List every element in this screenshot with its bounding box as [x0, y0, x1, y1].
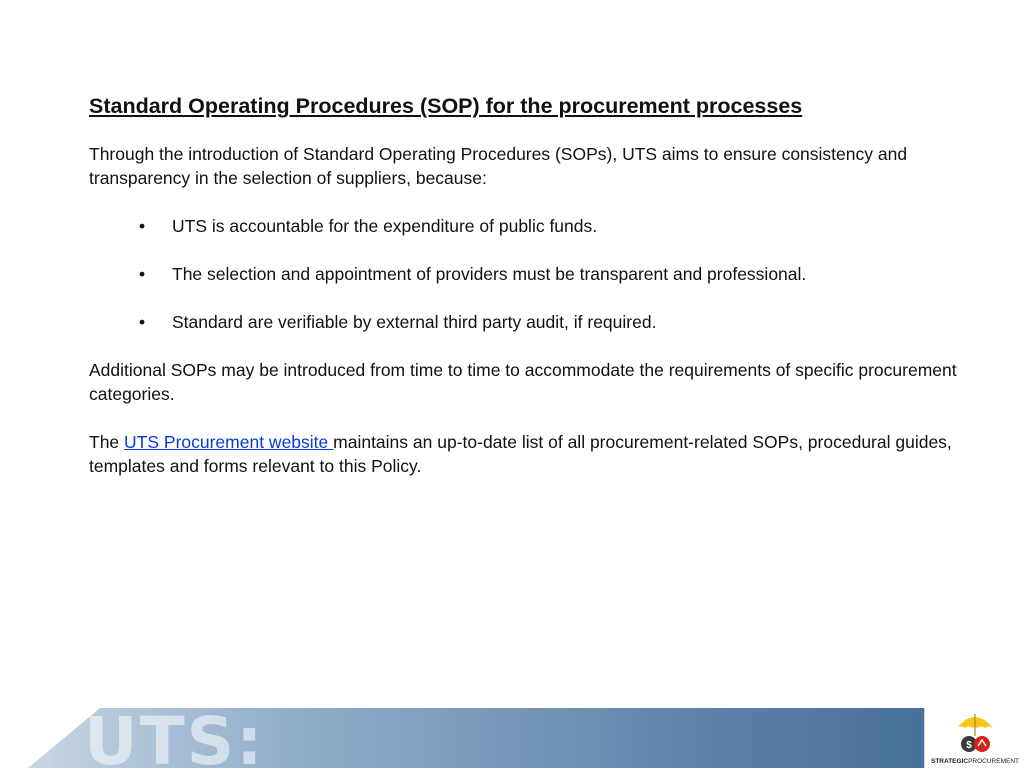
bullet-marker: • [139, 312, 146, 332]
website-prefix: The [89, 432, 125, 452]
logo-caption-strong: STRATEGIC [931, 758, 969, 765]
bullet-marker: • [139, 216, 146, 236]
logo-dollar: $ [966, 740, 972, 751]
additional-paragraph: Additional SOPs may be introduced from time to time to accommodate the requirements of specific procurement categories. [89, 360, 957, 404]
bullet-text: UTS is accountable for the expenditure of public funds. [172, 216, 598, 236]
list-item [89, 214, 989, 238]
bullet-text: Standard are verifiable by external third party audit, if required. [172, 312, 657, 332]
list-item [89, 310, 989, 334]
bullet-marker: • [139, 264, 146, 284]
uts-procurement-website-link[interactable]: UTS Procurement website [124, 432, 334, 452]
slide-title: Standard Operating Procedures (SOP) for the procurement processes [89, 94, 803, 118]
logo-caption-rest: PROCUREMENT [968, 758, 1019, 765]
uts-wordmark-logo: UTS: [84, 712, 265, 768]
umbrella-icon [951, 708, 999, 756]
strategic-procurement-logo [924, 708, 1024, 768]
bullet-text: The selection and appointment of providers must be transparent and professional. [172, 264, 807, 284]
list-item [89, 262, 989, 286]
intro-paragraph: Through the introduction of Standard Operating Procedures (SOPs), UTS aims to ensure consistency and transparency in the selection of suppliers, because: [89, 144, 908, 188]
website-suffix: maintains an up-to-date list of all procurement-related SOPs, procedural guides, templates and forms relevant to this Policy. [89, 432, 952, 476]
website-paragraph [89, 430, 989, 478]
slide-content [89, 92, 989, 478]
logo-caption [927, 758, 1023, 766]
bullet-list [89, 214, 989, 334]
red-coin-icon [974, 736, 990, 752]
